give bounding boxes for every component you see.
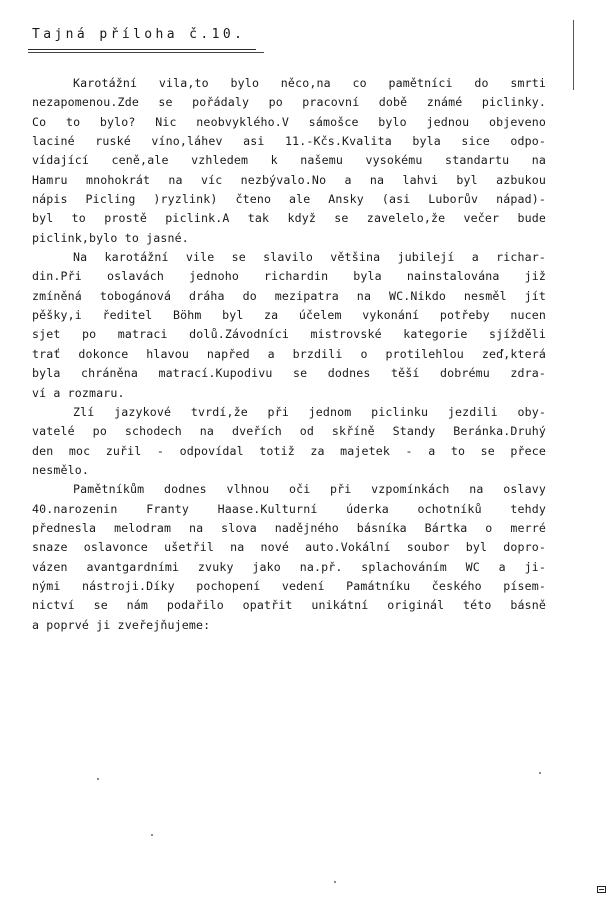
text-line: nápis Picling )ryzlink) čteno ale Ansky (asi Luborův nápad)- (32, 192, 546, 207)
text-line: ví a rozmaru. (32, 385, 125, 400)
heading-underline (28, 49, 256, 50)
text-line: vídající ceně,ale vzhledem k našemu vysokému standartu na (32, 153, 546, 168)
text-line: pěšky,i ředitel Böhm byl za účelem vykonání potřeby nucen (32, 308, 546, 323)
text-line: sjet po matraci dolů.Závodníci mistrovské kategorie sjížděli (32, 327, 546, 342)
text-line: laciné ruské víno,láhev asi 11.-Kčs.Kvalita byla sice odpo- (32, 134, 546, 149)
text-line: vázen avantgardními zvuky jako na.př. splachováním WC a ji- (32, 559, 546, 574)
text-line: Co to bylo? Nic neobvyklého.V sámošce bylo jednou objeveno (32, 114, 546, 129)
page-corner-icon (597, 886, 606, 893)
scan-speck (151, 834, 153, 836)
heading-underline-second (28, 52, 264, 53)
text-line: nesmělo. (32, 462, 90, 477)
text-line: 40.narozenin Franty Haase.Kulturní úderka ochotníků tehdy (32, 501, 546, 516)
scan-speck (334, 881, 336, 883)
text-line: přednesla melodram na slova nadějného básníka Bártka o merré (32, 520, 546, 535)
text-line: trať dokonce hlavou napřed a brzdili o protilehlou zeď,která (32, 346, 546, 361)
document-heading: Tajná příloha č.10. (32, 27, 246, 42)
text-line: a poprvé ji zveřejňujeme: (32, 617, 211, 632)
text-line: nictví se nám podařilo opatřit unikátní originál této básně (32, 598, 546, 613)
text-line: snaze oslavonce ušetřil na nové auto.Vokální soubor byl dopro- (32, 540, 546, 555)
text-line: Na karotážní vile se slavilo většina jubilejí a richar- (73, 250, 546, 265)
text-line: den moc zuřil - odpovídal totiž za majetek - a to se přece (32, 443, 546, 458)
margin-mark (573, 20, 574, 90)
text-line: piclink,bylo to jasné. (32, 230, 189, 245)
scan-speck (97, 778, 99, 780)
document-body (32, 74, 546, 635)
text-line: byla chráněna matrací.Kupodivu se dodnes těší dobrému zdra- (32, 366, 546, 381)
text-line: Pamětníkům dodnes vlhnou oči při vzpomínkách na oslavy (73, 482, 546, 497)
text-line: nezapomenou.Zde se pořádaly po pracovní době známé piclinky. (32, 95, 546, 110)
text-line: din.Při oslavách jednoho richardin byla nainstalována již (32, 269, 546, 284)
text-line: zmíněná tobogánová dráha do mezipatra na WC.Nikdo nesměl jít (32, 288, 546, 303)
scan-speck (539, 772, 541, 774)
text-line: Zlí jazykové tvrdí,že při jednom piclinku jezdili oby- (73, 404, 546, 419)
text-line: byl to prostě piclink.A tak když se zavelelo,že večer bude (32, 211, 546, 226)
text-line: vatelé po schodech na dveřích od skříně Standy Beránka.Druhý (32, 424, 546, 439)
text-line: Hamru mnohokrát na víc nezbývalo.No a na lahvi byl azbukou (32, 172, 546, 187)
text-line: nými nástroji.Díky pochopení vedení Památníku českého písem- (32, 578, 546, 593)
text-line: Karotážní vila,to bylo něco,na co pamětníci do smrti (73, 76, 546, 90)
